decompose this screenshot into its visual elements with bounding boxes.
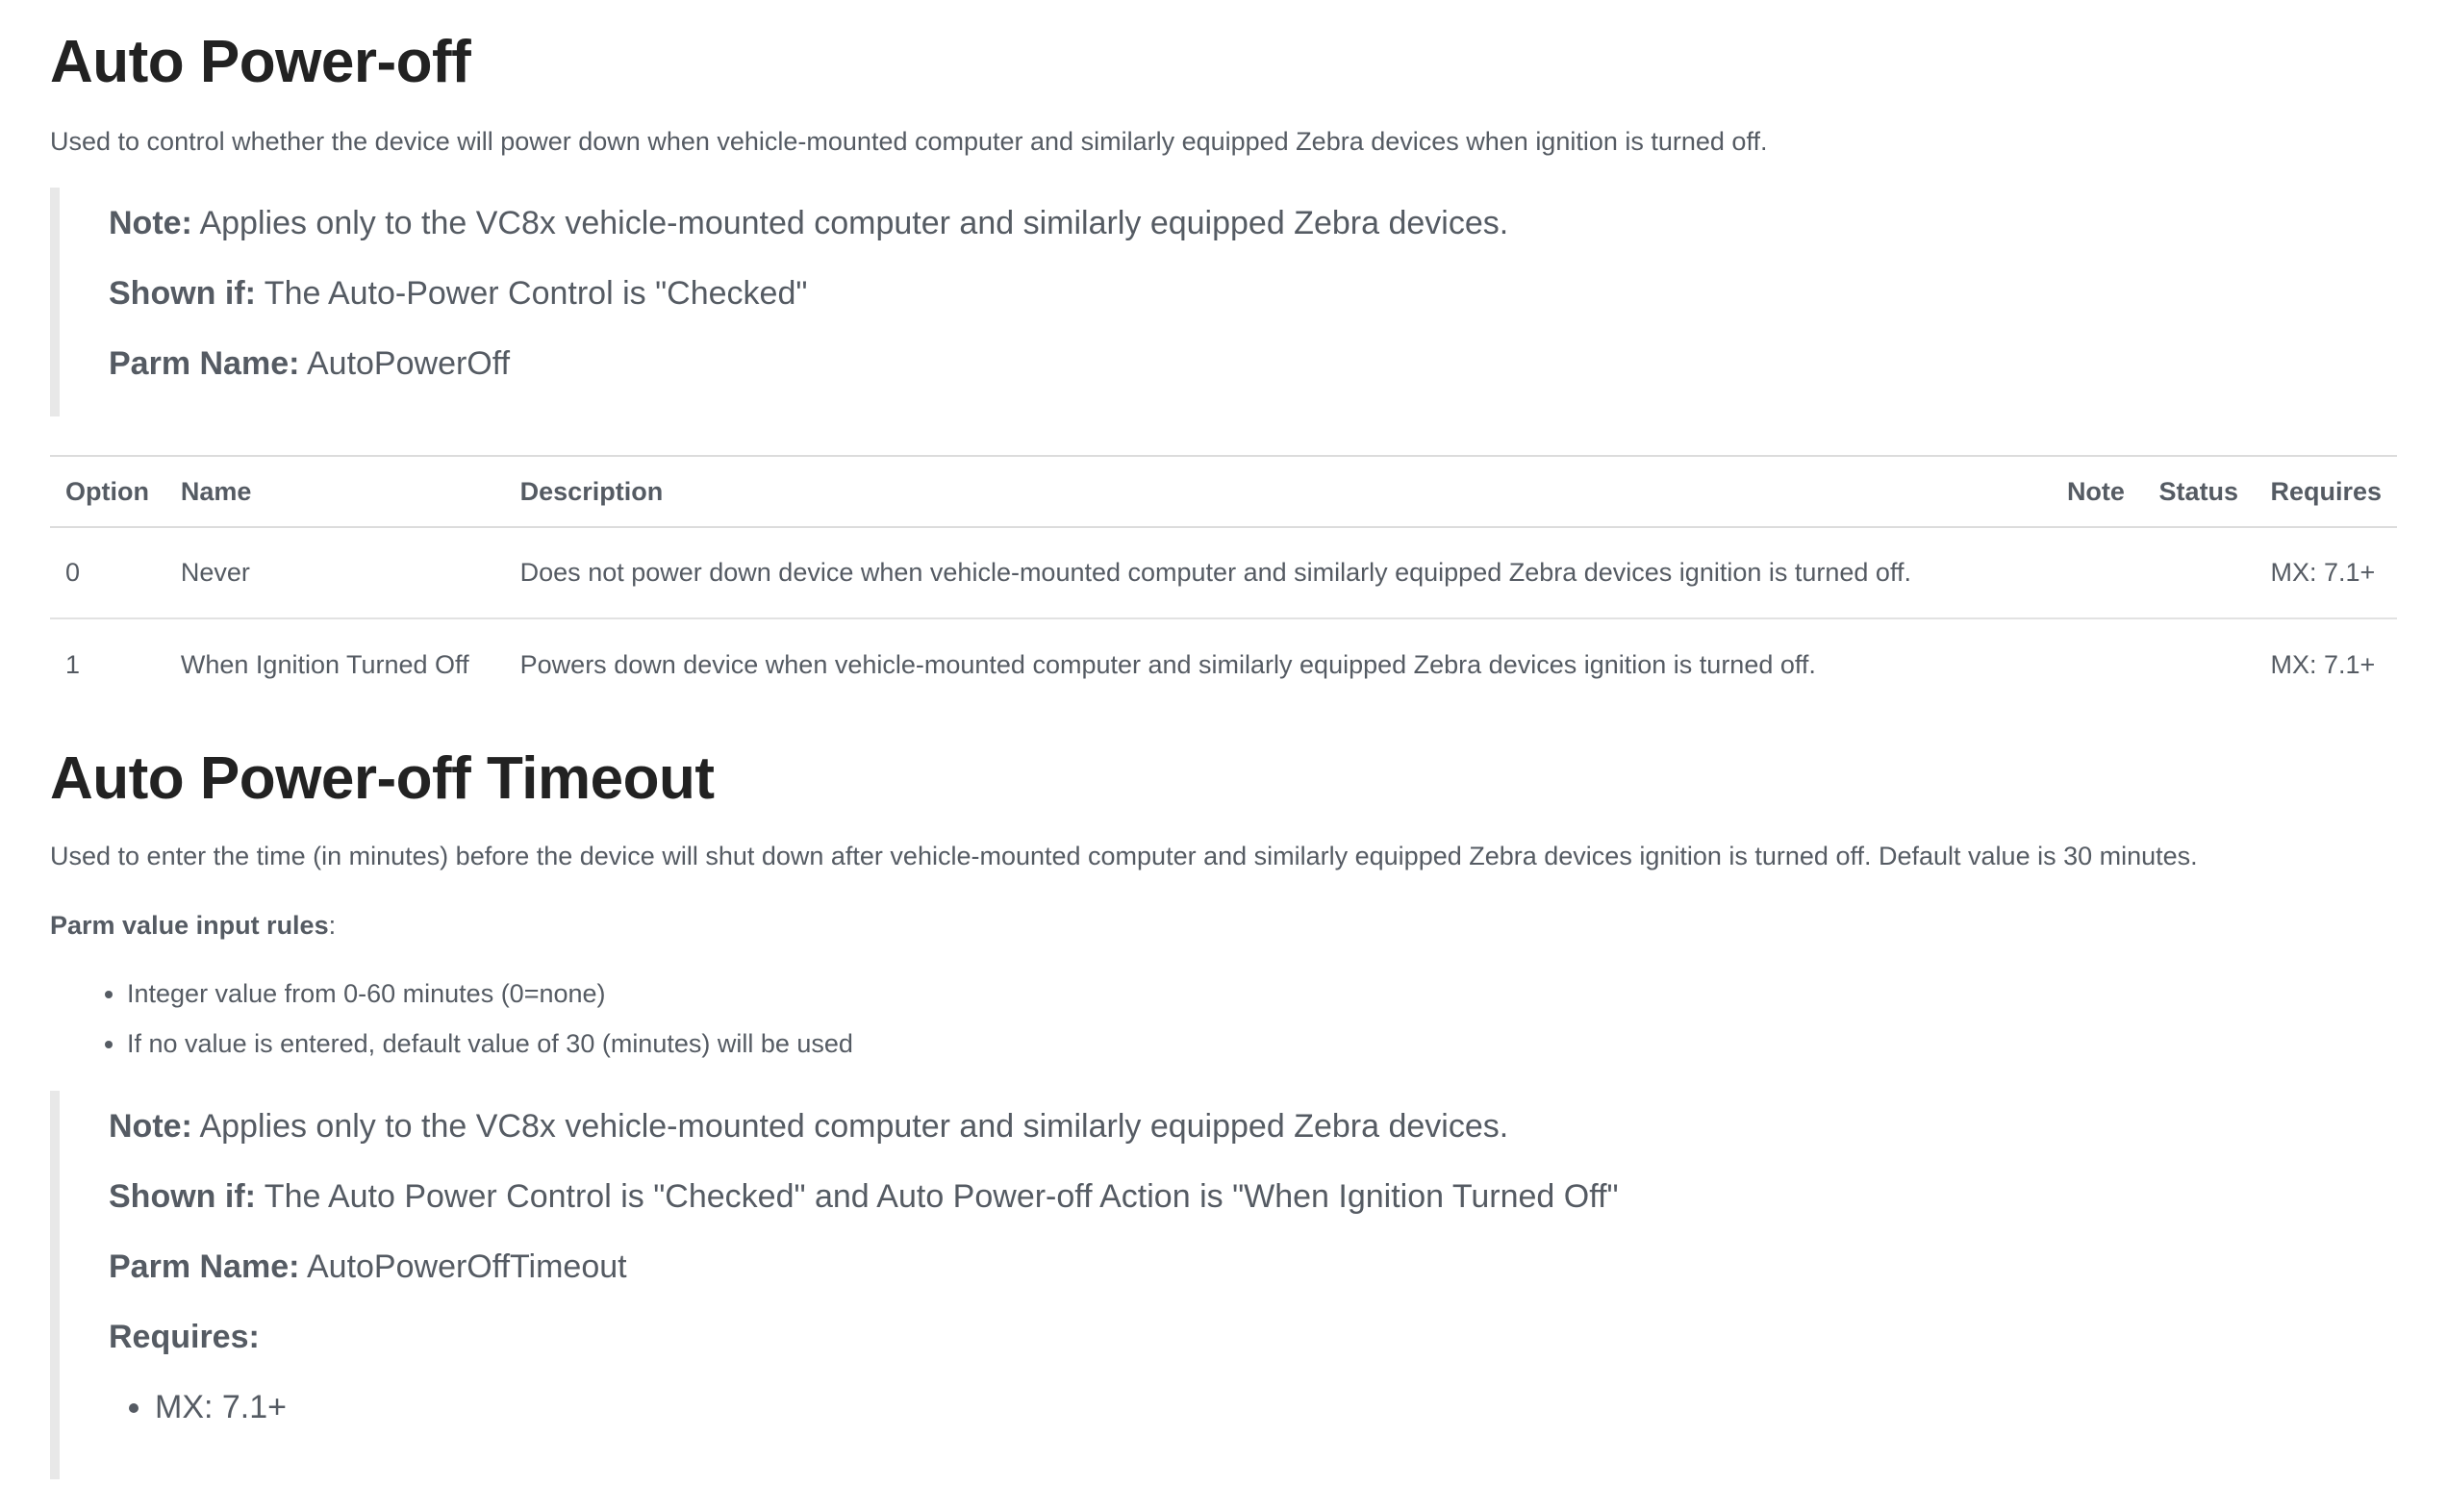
header-status: Status	[2144, 456, 2256, 527]
parm-name-text: AutoPowerOff	[299, 345, 511, 382]
cell-status	[2144, 618, 2256, 710]
list-item: • Integer value from 0-60 minutes (0=none)	[127, 977, 853, 1010]
shown-if-text: The Auto-Power Control is "Checked"	[255, 275, 808, 312]
options-table	[50, 455, 2397, 710]
options-table-wrapper	[50, 455, 2397, 710]
requires-label: Requires:	[109, 1319, 260, 1355]
note-text: Applies only to the VC8x vehicle-mounted computer and similarly equipped Zebra devices.	[191, 205, 1509, 241]
table-row	[50, 527, 2397, 618]
parm-name-line	[109, 344, 510, 383]
section-title-auto-power-off-timeout: Auto Power-off Timeout	[50, 745, 715, 812]
cell-description: Does not power down device when vehicle-mounted computer and similarly equipped Zebra devices ignition is turned off.	[505, 527, 2052, 618]
cell-requires: MX: 7.1+	[2255, 527, 2397, 618]
table-header-row	[50, 456, 2397, 527]
header-option: Option	[50, 456, 165, 527]
header-name: Name	[165, 456, 505, 527]
callout-auto-power-off	[50, 188, 2397, 416]
note-line	[109, 204, 1508, 242]
list-item: • MX: 7.1+	[155, 1388, 287, 1426]
shown-if-line	[109, 1177, 1619, 1216]
requires-line	[109, 1318, 260, 1356]
rules-suffix: :	[328, 911, 337, 940]
parm-value-input-rules-heading	[50, 909, 336, 942]
cell-name: Never	[165, 527, 505, 618]
list-item: • If no value is entered, default value of 30 (minutes) will be used	[127, 1027, 853, 1060]
callout-auto-power-off-timeout	[50, 1091, 2397, 1479]
parm-name-line	[109, 1247, 627, 1286]
input-rules-list	[50, 977, 853, 1077]
cell-name: When Ignition Turned Off	[180, 649, 469, 679]
cell-description: Powers down device when vehicle-mounted computer and similarly equipped Zebra devices ignition is turned off.	[519, 649, 1816, 679]
cell-requires: MX: 7.1+	[2270, 649, 2376, 679]
shown-if-label: Shown if:	[109, 1178, 256, 1215]
rules-label: Parm value input rules	[50, 911, 329, 940]
shown-if-label: Shown if:	[109, 275, 256, 312]
shown-if-text: The Auto Power Control is "Checked" and Auto Power-off Action is "When Ignition Turned Off"	[255, 1178, 1619, 1215]
shown-if-line	[109, 274, 807, 313]
parm-name-text: AutoPowerOffTimeout	[299, 1248, 627, 1285]
note-text: Applies only to the VC8x vehicle-mounted computer and similarly equipped Zebra devices.	[191, 1108, 1509, 1145]
note-label: Note:	[109, 1108, 192, 1145]
table-row	[50, 618, 2397, 710]
section-description-auto-power-off-timeout: Used to enter the time (in minutes) before the device will shut down after vehicle-mounted computer and similarly equipped Zebra devices ignition is turned off. Default value is 30 minutes.	[50, 842, 2198, 870]
section-description-auto-power-off: Used to control whether the device will power down when vehicle-mounted computer and similarly equipped Zebra devices when ignition is turned off.	[50, 127, 1768, 156]
cell-option: 0	[50, 527, 165, 618]
cell-note	[2052, 618, 2144, 710]
cell-status	[2144, 527, 2256, 618]
note-label: Note:	[109, 205, 192, 241]
header-description: Description	[505, 456, 2052, 527]
section-title-auto-power-off: Auto Power-off	[50, 29, 471, 95]
parm-name-label: Parm Name:	[109, 1248, 300, 1285]
header-requires: Requires	[2255, 456, 2397, 527]
note-line	[109, 1107, 1508, 1146]
requires-list	[109, 1388, 287, 1426]
cell-note	[2052, 527, 2144, 618]
header-note: Note	[2052, 456, 2144, 527]
parm-name-label: Parm Name:	[109, 345, 300, 382]
cell-option: 1	[65, 649, 81, 679]
